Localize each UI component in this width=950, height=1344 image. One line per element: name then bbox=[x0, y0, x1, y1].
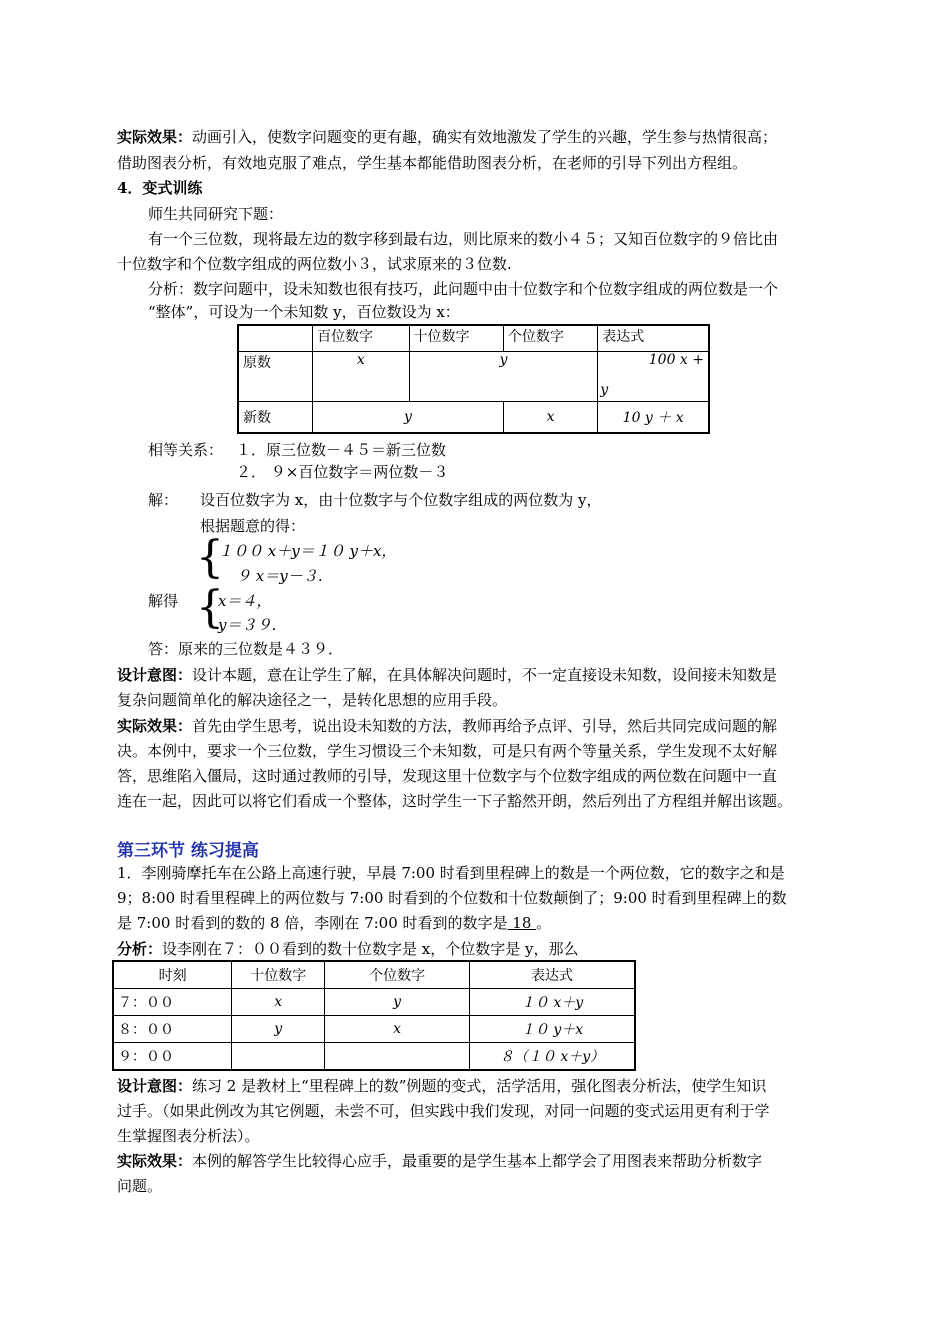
effect-paragraph-1 bbox=[117, 127, 777, 147]
table-expression-cell: 10 y ＋ x bbox=[598, 401, 709, 433]
effect-paragraph-2 bbox=[117, 716, 777, 736]
table-cell: y bbox=[409, 351, 598, 401]
table-cell: １０ x＋y bbox=[470, 989, 635, 1016]
table-cell: x bbox=[232, 989, 325, 1016]
table-expression-cell bbox=[598, 351, 709, 401]
solution-label: 解： bbox=[148, 491, 179, 509]
analysis-line bbox=[117, 939, 579, 959]
table-cell: x bbox=[503, 401, 597, 433]
result-label: 解得 bbox=[148, 592, 179, 610]
design-paragraph-1 bbox=[117, 665, 777, 685]
analysis-line-1: 分析：数字问题中，设未知数也很有技巧，此问题中由十位数字和个位数字组成的两位数是一个 bbox=[148, 280, 779, 298]
answer-line: 答：原来的三位数是４３９． bbox=[148, 640, 344, 658]
problem-line-2: 十位数字和个位数字组成的两位数小３，试求原来的３位数. bbox=[117, 255, 512, 273]
expr-part-a: 100 x + bbox=[648, 351, 704, 368]
table-header-cell: 表达式 bbox=[470, 961, 635, 989]
table-cell: ８（１０ x＋y） bbox=[470, 1043, 635, 1071]
relation-label: 相等关系： bbox=[148, 441, 224, 459]
question-text-end: 。 bbox=[536, 914, 552, 932]
design-label: 设计意图： bbox=[117, 1077, 193, 1095]
problem-line-1: 有一个三位数，现将最左边的数字移到最右边，则比原来的数小４５；又知百位数字的９倍比由 bbox=[148, 230, 779, 248]
table-cell: ８：００ bbox=[113, 1016, 232, 1043]
design-paragraph-2-line2: 过手。（如果此例改为其它例题，未尝不可，但实践中我们发现，对同一问题的变式运用更有利于学 bbox=[117, 1102, 770, 1120]
design-text: 设计本题，意在让学生了解，在具体解决问题时，不一定直接设未知数，设间接未知数是 bbox=[192, 666, 778, 684]
design-paragraph-2-line3: 生掌握图表分析法）。 bbox=[117, 1127, 260, 1145]
result-1: x＝４， bbox=[218, 592, 272, 610]
design-paragraph-2 bbox=[117, 1076, 766, 1096]
milestone-table bbox=[112, 960, 636, 1071]
table-cell: １０ y＋x bbox=[470, 1016, 635, 1043]
analysis-text: 设李刚在７：００看到的数十位数字是 x，个位数字是 y，那么 bbox=[162, 940, 579, 958]
table-cell: x bbox=[313, 351, 409, 401]
table-cell: ７：００ bbox=[113, 989, 232, 1016]
effect-paragraph-2-line3: 答，思维陷入僵局，这时通过教师的引导，发现这里十位数字与个位数字组成的两位数在问题中一直 bbox=[117, 767, 778, 785]
question-text: 是 7:00 时看到的数的 8 倍，李刚在 7:00 时看到的数字是 bbox=[117, 914, 508, 932]
design-label: 设计意图： bbox=[117, 666, 193, 684]
effect-label: 实际效果： bbox=[117, 128, 193, 146]
relation-2: ２． ９×百位数字＝两位数－３ bbox=[236, 463, 449, 481]
table-row bbox=[113, 1043, 635, 1071]
table-row bbox=[113, 989, 635, 1016]
effect-label: 实际效果： bbox=[117, 1152, 193, 1170]
expr-part-b: y bbox=[600, 381, 609, 398]
question-1-line-3 bbox=[117, 913, 551, 933]
effect-paragraph-2-line4: 连在一起，因此可以将它们看成一个整体，这时学生一下子豁然开朗，然后列出了方程组并解出该题。 bbox=[117, 792, 793, 810]
solution-line-2: 根据题意的得： bbox=[200, 517, 306, 535]
table-cell: ９：００ bbox=[113, 1043, 232, 1071]
equation-1: １００ x＋y＝１０ y＋x， bbox=[218, 542, 397, 560]
table-cell: y bbox=[232, 1016, 325, 1043]
analysis-label: 分析： bbox=[117, 940, 163, 958]
table-header-cell: 十位数字 bbox=[409, 325, 503, 351]
answer-blank: 18 bbox=[507, 914, 537, 932]
table-cell: x bbox=[325, 1016, 470, 1043]
table-cell: y bbox=[325, 989, 470, 1016]
brace-icon: { bbox=[196, 532, 224, 583]
effect-label: 实际效果： bbox=[117, 717, 193, 735]
effect-paragraph-3 bbox=[117, 1151, 762, 1171]
effect-text: 本例的解答学生比较得心应手，最重要的是学生基本上都学会了用图表来帮助分析数字 bbox=[192, 1152, 763, 1170]
table-header-cell: 个位数字 bbox=[503, 325, 597, 351]
table-row-label: 新数 bbox=[238, 401, 313, 433]
design-paragraph-1-line2: 复杂问题简单化的解决途径之一，是转化思想的应用手段。 bbox=[117, 691, 508, 709]
digit-table-1 bbox=[237, 324, 710, 434]
brace-icon: { bbox=[196, 582, 224, 633]
table-row bbox=[113, 1016, 635, 1043]
effect-paragraph-3-line2: 问题。 bbox=[117, 1177, 163, 1195]
table-header-cell: 个位数字 bbox=[325, 961, 470, 989]
effect-paragraph-2-line2: 决。本例中，要求一个三位数，学生习惯设三个未知数，可是只有两个等量关系，学生发现不太好解 bbox=[117, 742, 778, 760]
relation-1: １．原三位数－４５＝新三位数 bbox=[236, 441, 447, 459]
intro-text: 师生共同研究下题： bbox=[148, 205, 284, 223]
table-header-cell bbox=[238, 325, 313, 351]
table-cell bbox=[232, 1043, 325, 1071]
table-cell bbox=[325, 1043, 470, 1071]
table-row-label: 原数 bbox=[238, 351, 313, 401]
effect-text: 首先由学生思考，说出设未知数的方法，教师再给予点评、引导，然后共同完成问题的解 bbox=[192, 717, 778, 735]
effect-text: 动画引入，使数字问题变的更有趣，确实有效地激发了学生的兴趣，学生参与热情很高； bbox=[192, 128, 778, 146]
effect-paragraph-1-line2: 借助图表分析，有效地克服了难点，学生基本都能借助图表分析，在老师的引导下列出方程组。 bbox=[117, 154, 748, 172]
result-2: y＝３９． bbox=[218, 616, 287, 634]
question-1-line-2: 9；8:00 时看里程碑上的两位数与 7:00 时看到的个位数和十位数颠倒了；9:00 时看到里程碑上的数 bbox=[117, 889, 787, 907]
design-text: 练习 2 是教材上“里程碑上的数”例题的变式，活学活用，强化图表分析法，使学生知识 bbox=[192, 1077, 767, 1095]
question-1-line-1: 1．李刚骑摩托车在公路上高速行驶，早晨 7:00 时看到里程碑上的数是一个两位数，它的数字之和是 bbox=[117, 864, 785, 882]
table-header-cell: 十位数字 bbox=[232, 961, 325, 989]
section-heading-variant: 4．变式训练 bbox=[117, 179, 203, 197]
equation-2: ９ x＝y－３． bbox=[236, 567, 333, 585]
table-cell: y bbox=[313, 401, 504, 433]
table-header-cell: 百位数字 bbox=[313, 325, 409, 351]
solution-line-1: 设百位数字为 x，由十位数字与个位数字组成的两位数为 y， bbox=[200, 491, 602, 509]
table-header-cell: 表达式 bbox=[598, 325, 709, 351]
analysis-line-2: “整体”，可设为一个未知数 y，百位数设为 x： bbox=[148, 303, 460, 321]
table-header-cell: 时刻 bbox=[113, 961, 232, 989]
section-heading-practice: 第三环节 练习提高 bbox=[117, 841, 259, 861]
